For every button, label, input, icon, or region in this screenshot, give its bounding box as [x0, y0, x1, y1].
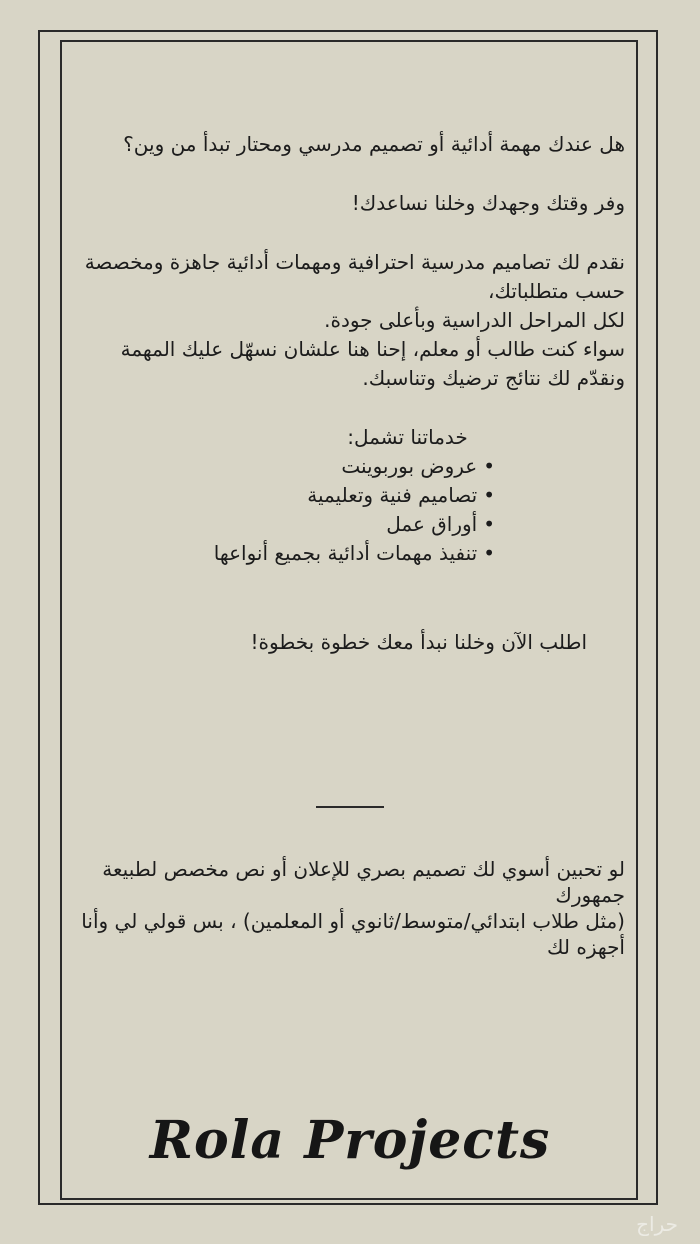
- list-item: •تنفيذ مهمات أدائية بجميع أنواعها: [70, 539, 495, 568]
- services-list: [70, 452, 625, 568]
- list-item: •عروض بوربوينت: [70, 452, 495, 481]
- description-line-2: لكل المراحل الدراسية وبأعلى جودة.: [324, 308, 625, 332]
- brand-logo: Rola Projects: [149, 1110, 551, 1171]
- footer-note: [70, 856, 625, 960]
- watermark-logo: حراج: [636, 1212, 678, 1236]
- description-line-1: نقدم لك تصاميم مدرسية احترافية ومهمات أدائية جاهزة ومخصصة حسب متطلباتك،: [84, 250, 625, 303]
- call-to-action: اطلب الآن وخلنا نبدأ معك خطوة بخطوة!: [250, 630, 587, 654]
- description-line-3: سواء كنت طالب أو معلم، إحنا هنا علشان نسهّل عليك المهمة ونقدّم لك نتائج ترضيك وتناسبك.: [120, 337, 625, 390]
- intro-question: هل عندك مهمة أدائية أو تصميم مدرسي ومحتار تبدأ من وين؟: [123, 132, 625, 156]
- bullet-icon: •: [483, 483, 495, 507]
- ad-body: [70, 130, 625, 657]
- bullet-icon: •: [483, 454, 495, 478]
- services-title: خدماتنا تشمل:: [347, 425, 468, 449]
- list-item: •أوراق عمل: [70, 510, 495, 539]
- divider: [316, 806, 384, 808]
- list-item: •تصاميم فنية وتعليمية: [70, 481, 495, 510]
- intro-offer: وفر وقتك وجهدك وخلنا نساعدك!: [351, 191, 625, 215]
- bullet-icon: •: [483, 512, 495, 536]
- footer-line-2: (مثل طلاب ابتدائي/متوسط/ثانوي أو المعلمين) ، بس قولي لي وأنا أجهزه لك: [81, 909, 625, 959]
- bullet-icon: •: [483, 541, 495, 565]
- footer-line-1: لو تحبين أسوي لك تصميم بصري للإعلان أو نص مخصص لطبيعة جمهورك: [102, 857, 625, 907]
